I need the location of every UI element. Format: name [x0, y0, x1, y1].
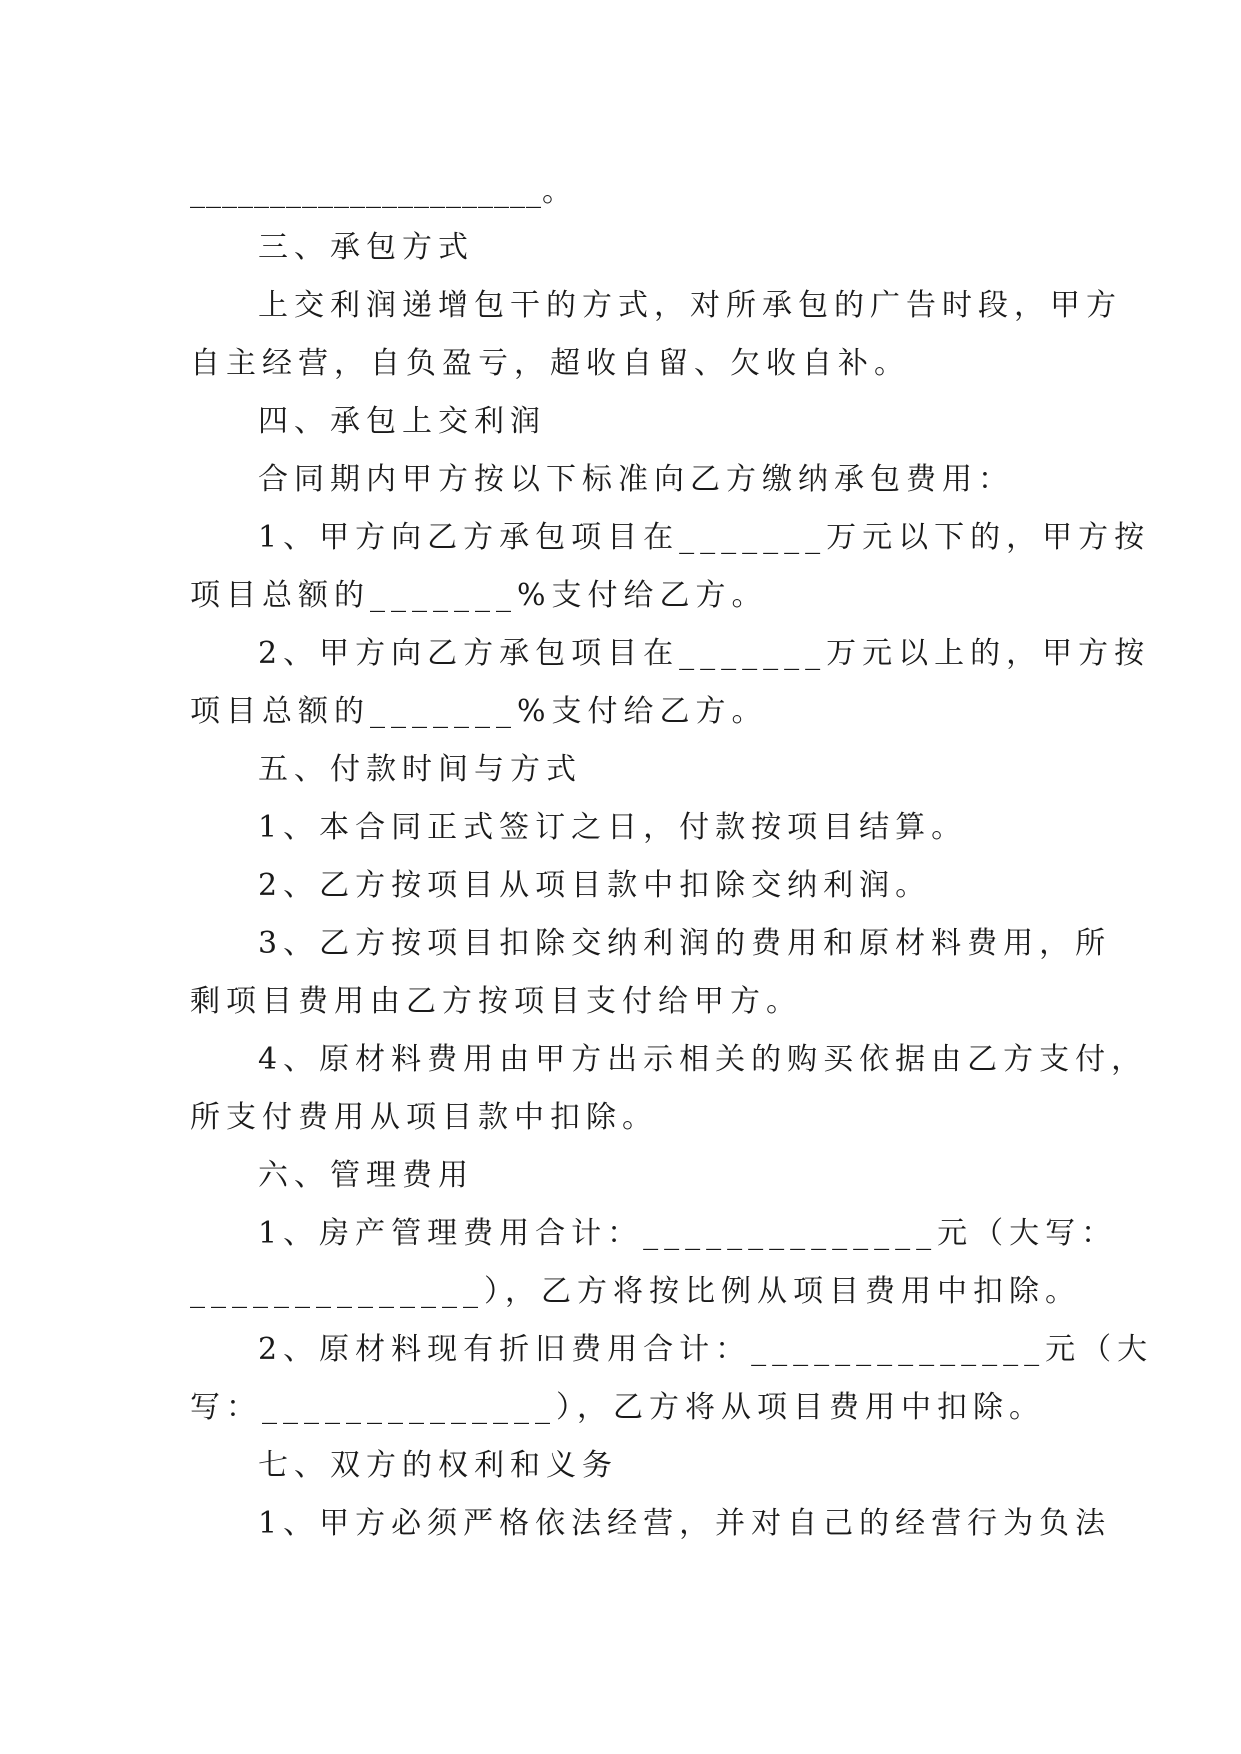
text-line: 1、甲方必须严格依法经营，并对自己的经营行为负法 [258, 1506, 1112, 1541]
text-line: 写：______________），乙方将从项目费用中扣除。 [190, 1390, 1045, 1425]
text-line: 合同期内甲方按以下标准向乙方缴纳承包费用： [258, 462, 1014, 497]
text-line: 3、乙方按项目扣除交纳利润的费用和原材料费用，所 [258, 926, 1112, 961]
text-line: 剩项目费用由乙方按项目支付给甲方。 [190, 984, 802, 1019]
section-heading: 四、承包上交利润 [258, 404, 546, 439]
text-line: ______________），乙方将按比例从项目费用中扣除。 [190, 1274, 1081, 1309]
section-heading: 三、承包方式 [258, 230, 474, 265]
text-line: 项目总额的_______%支付给乙方。 [190, 694, 768, 729]
text-line: 项目总额的_______%支付给乙方。 [190, 578, 768, 613]
text-line: 自主经营，自负盈亏，超收自留、欠收自补。 [190, 346, 910, 381]
section-heading: 五、付款时间与方式 [258, 752, 582, 787]
text-line: 2、乙方按项目从项目款中扣除交纳利润。 [258, 868, 932, 903]
text-line: 所支付费用从项目款中扣除。 [190, 1100, 658, 1135]
text-line: 1、甲方向乙方承包项目在_______万元以下的，甲方按 [258, 520, 1151, 555]
text-line: 2、原材料现有折旧费用合计：______________元（大 [258, 1332, 1154, 1367]
text-line: 2、甲方向乙方承包项目在_______万元以上的，甲方按 [258, 636, 1151, 671]
text-line: 1、本合同正式签订之日，付款按项目结算。 [258, 810, 968, 845]
text-line: 上交利润递增包干的方式，对所承包的广告时段，甲方 [258, 288, 1122, 323]
text-line: 4、原材料费用由甲方出示相关的购买依据由乙方支付， [258, 1042, 1148, 1077]
text-line: 1、房产管理费用合计：______________元（大写： [258, 1216, 1118, 1251]
section-heading: 六、管理费用 [258, 1158, 474, 1193]
section-heading: 七、双方的权利和义务 [258, 1448, 618, 1483]
text-line: ______________________。 [190, 174, 573, 209]
